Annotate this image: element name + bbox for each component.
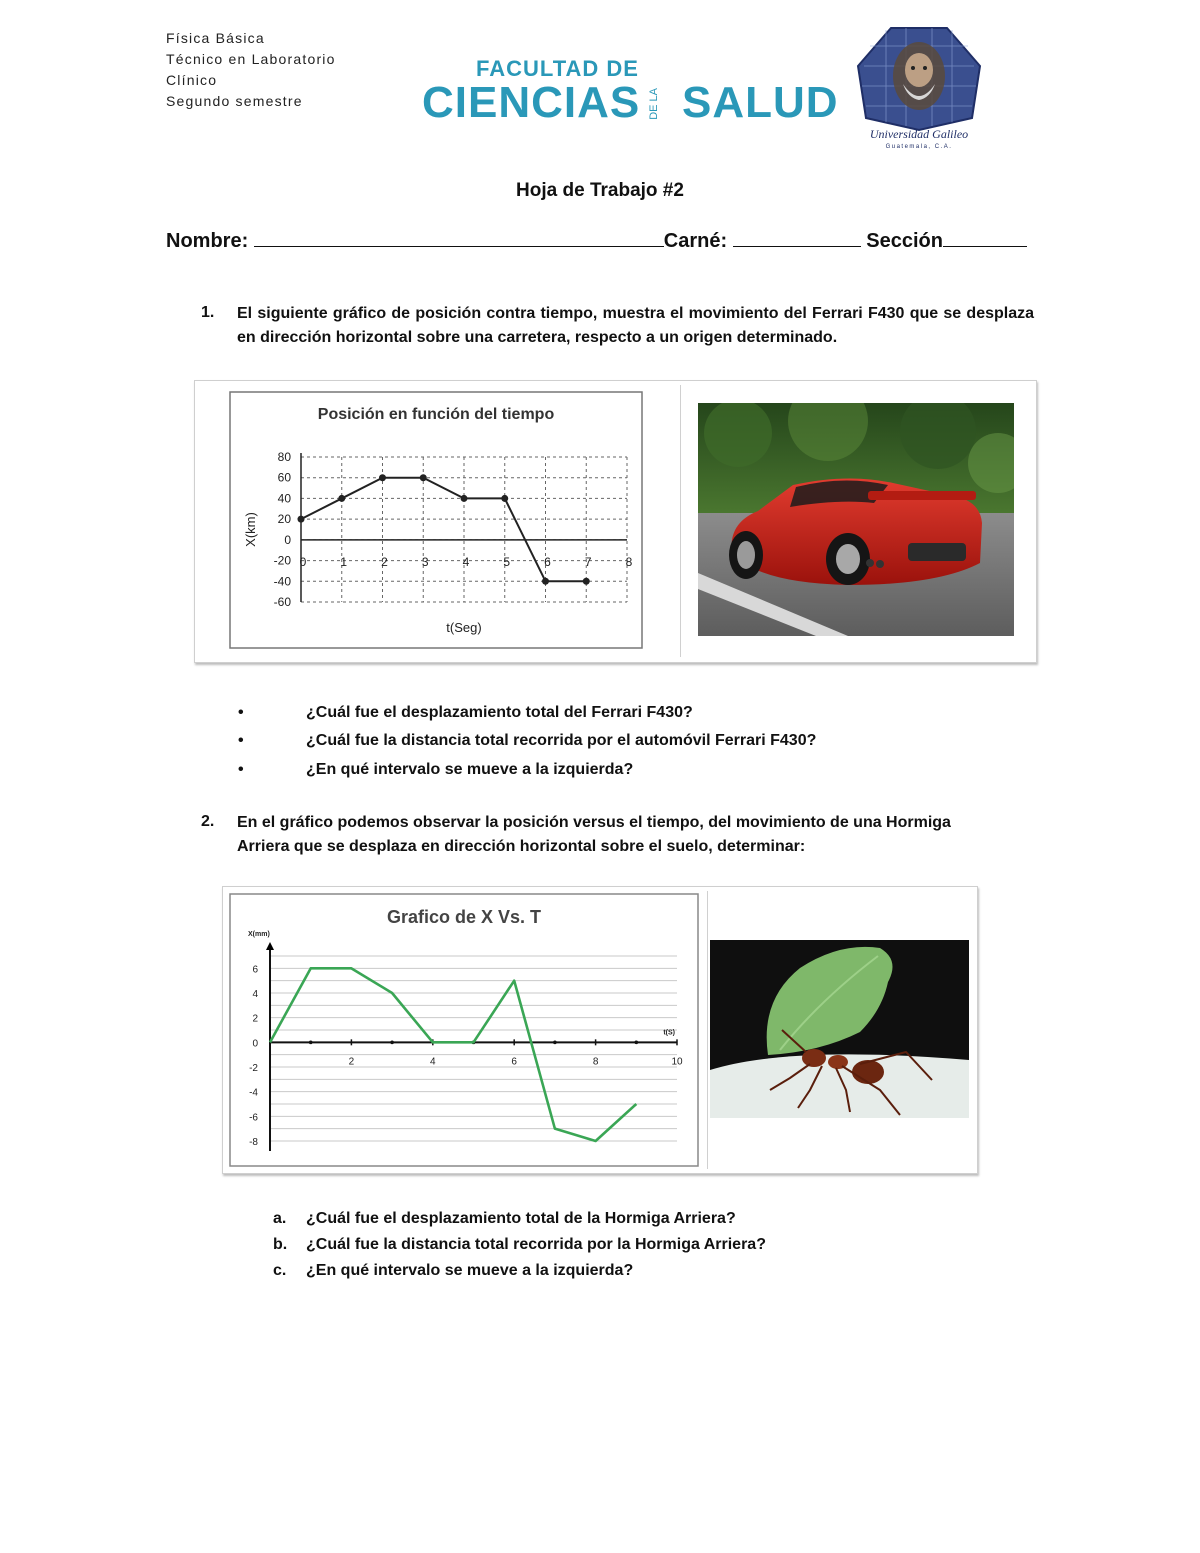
q2-item-c: ¿En qué intervalo se mueve a la izquierda? — [306, 1262, 634, 1279]
course-line-1: Física Básica — [166, 30, 265, 46]
course-line-2: Técnico en Laboratorio — [166, 51, 336, 67]
data-point — [583, 578, 590, 585]
data-point — [298, 516, 305, 523]
x-tick-label: 0 — [299, 554, 307, 569]
carne-label: Carné: — [663, 230, 728, 252]
y-tick-label: 60 — [277, 470, 291, 485]
q2-number: 2. — [201, 813, 215, 830]
chart-title: Posición en función del tiempo — [317, 406, 555, 423]
q1-bullet-2-marker: • — [238, 732, 244, 749]
y-axis-label: X(km) — [243, 512, 258, 547]
page-title: Hoja de Trabajo #2 — [516, 180, 684, 201]
student-fields — [166, 226, 1027, 253]
x-tick-label: 1 — [340, 554, 348, 569]
x-minor-tick — [553, 1041, 557, 1045]
q2-item-a: ¿Cuál fue el desplazamiento total de la Hormiga Arriera? — [306, 1210, 736, 1227]
ferrari-photo — [698, 403, 1014, 636]
nombre-field[interactable] — [254, 226, 664, 247]
x-tick-label: 8 — [625, 554, 633, 569]
carne-field[interactable] — [733, 226, 861, 247]
figure-divider — [707, 891, 708, 1169]
y-tick-label: -60 — [273, 595, 291, 609]
course-line-4: Segundo semestre — [166, 93, 303, 109]
y-axis-label: X(mm) — [248, 931, 270, 938]
data-point — [461, 495, 468, 502]
y-tick-label: -4 — [249, 1087, 258, 1099]
q2-item-b-marker: b. — [273, 1236, 288, 1253]
y-tick-label: -20 — [273, 553, 291, 568]
chart-title: Grafico de X Vs. T — [386, 907, 542, 927]
seal-sublabel: Guatemala, C.A. — [885, 144, 953, 150]
data-point — [420, 474, 427, 481]
ant-position-chart — [229, 893, 699, 1167]
x-tick-label: 7 — [584, 554, 592, 569]
x-axis-label: t(Seg) — [446, 620, 482, 635]
y-tick-label: -6 — [249, 1112, 258, 1124]
logo-facultad-de: FACULTAD DE — [476, 56, 639, 81]
x-tick-label: 6 — [544, 554, 551, 569]
q1-bullet-1: ¿Cuál fue el desplazamiento total del Ferrari F430? — [306, 704, 693, 721]
x-minor-tick — [309, 1041, 313, 1045]
q1-bullet-1-marker: • — [238, 704, 244, 721]
seccion-field[interactable] — [943, 226, 1027, 247]
q1-text: El siguiente gráfico de posición contra tiempo, muestra el movimiento del Ferrari F430 que se desplaza en dirección horizontal sobre una carretera, respecto a un origen determinado. — [237, 305, 1034, 346]
course-info — [166, 28, 336, 112]
figure-divider — [680, 385, 681, 657]
data-point — [338, 495, 345, 502]
q2-item-a-marker: a. — [273, 1210, 287, 1227]
x-tick-label: 4 — [462, 554, 470, 569]
logo-de-la: DE LA — [648, 88, 660, 120]
seccion-label: Sección — [866, 230, 943, 252]
data-point — [542, 578, 549, 585]
q1-bullet-2: ¿Cuál fue la distancia total recorrida por el automóvil Ferrari F430? — [306, 732, 817, 749]
logo-ciencias: CIENCIAS — [422, 78, 641, 127]
q2-item-c-marker: c. — [273, 1262, 287, 1279]
x-tick-label: 10 — [671, 1056, 683, 1068]
course-line-3: Clínico — [166, 72, 218, 88]
x-tick-label: 2 — [381, 554, 388, 569]
logo-salud: SALUD — [682, 78, 839, 127]
seal-label: Universidad Galileo — [869, 127, 969, 141]
y-tick-label: 20 — [277, 512, 291, 527]
x-tick-label: 3 — [421, 554, 429, 569]
data-point — [501, 495, 508, 502]
y-tick-label: -8 — [249, 1137, 258, 1148]
university-seal-icon — [856, 26, 982, 150]
x-tick-label: 8 — [592, 1056, 599, 1068]
y-tick-label: 0 — [284, 532, 291, 547]
x-tick-label: 2 — [348, 1056, 355, 1068]
data-point — [379, 474, 386, 481]
x-minor-tick — [390, 1041, 394, 1045]
y-tick-label: 6 — [252, 964, 258, 976]
q1-bullet-3: ¿En qué intervalo se mueve a la izquierda? — [306, 761, 634, 778]
x-axis-label: t(S) — [663, 1029, 675, 1037]
q1-number: 1. — [201, 304, 215, 321]
q2-text: En el gráfico podemos observar la posición versus el tiempo, del movimiento de una Hormiga Arriera que se desplaza en dirección horizontal sobre el suelo, determinar: — [237, 814, 951, 855]
x-tick-label: 6 — [511, 1056, 517, 1068]
q1-bullet-3-marker: • — [238, 761, 244, 778]
ant-photo — [710, 940, 969, 1118]
y-tick-label: -2 — [249, 1063, 258, 1074]
y-tick-label: -40 — [273, 574, 291, 589]
x-tick-label: 4 — [430, 1056, 436, 1068]
nombre-label: Nombre: — [166, 230, 249, 252]
y-tick-label: 2 — [252, 1013, 258, 1025]
q2-item-b: ¿Cuál fue la distancia total recorrida por la Hormiga Arriera? — [306, 1236, 766, 1253]
x-minor-tick — [635, 1041, 639, 1045]
position-time-chart — [229, 391, 643, 649]
y-tick-label: 80 — [277, 450, 291, 464]
y-tick-label: 40 — [277, 491, 291, 506]
x-tick-label: 5 — [503, 554, 511, 569]
y-tick-label: 4 — [252, 989, 258, 1000]
faculty-logo — [420, 52, 860, 132]
chart-frame — [230, 392, 642, 648]
y-tick-label: 0 — [252, 1038, 258, 1050]
